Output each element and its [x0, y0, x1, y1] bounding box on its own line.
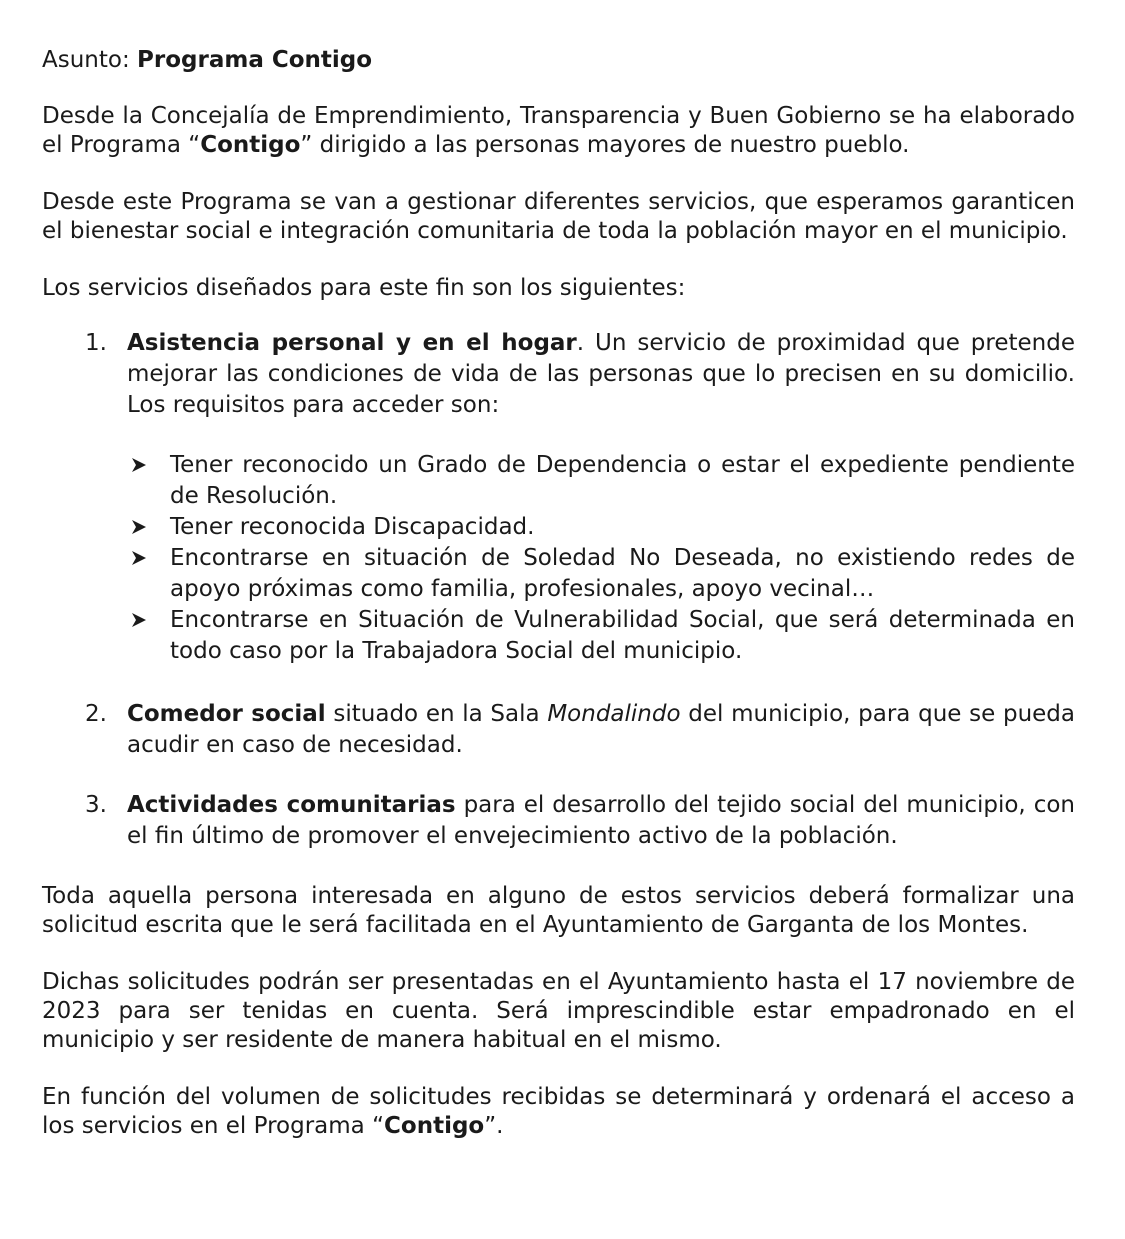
- requirement-item: [127, 450, 1075, 512]
- requirement-item: [127, 605, 1075, 667]
- outro-paragraph-2: Dichas solicitudes podrán ser presentadas en el Ayuntamiento hasta el 17 noviembre de 2023 para ser tenidas en cuenta. Será imprescindible estar empadronado en el municipio y ser residente de manera habitual en el mismo.: [42, 969, 1075, 1053]
- services-lead-paragraph: Los servicios diseñados para este fin son los siguientes:: [42, 275, 686, 301]
- service-description-end: del municipio, para que se pueda acudir en caso de necesidad.: [127, 701, 1075, 758]
- service-description-start: situado en la Sala: [325, 701, 548, 727]
- service-item-3: [42, 790, 1075, 852]
- venue-name: Mondalindo: [547, 701, 681, 727]
- requirement-item: [127, 512, 1075, 543]
- service-item-2: [42, 699, 1075, 761]
- service-number: 2.: [85, 701, 107, 727]
- intro-paragraph-2: Desde este Programa se van a gestionar diferentes servicios, que esperamos garanticen el bienestar social e integración comunitaria de toda la población mayor en el municipio.: [42, 189, 1075, 244]
- outro-p3-text-start: En función del volumen de solicitudes recibidas se determinará y ordenará el acceso a los servicios en el Programa “: [42, 1084, 1075, 1139]
- service-number: 1.: [85, 330, 107, 356]
- subject-label: Asunto:: [42, 47, 130, 73]
- program-name: Contigo: [200, 132, 301, 158]
- service-title: Asistencia personal y en el hogar: [127, 330, 577, 356]
- outro-p3-text-end: ”.: [484, 1113, 504, 1139]
- outro-paragraph-1: Toda aquella persona interesada en alguno de estos servicios deberá formalizar una solicitud escrita que le será facilitada en el Ayuntamiento de Garganta de los Montes.: [42, 883, 1075, 938]
- intro-paragraph-1: [42, 102, 1075, 160]
- service-description: . Un servicio de proximidad que pretende mejorar las condiciones de vida de las personas que lo precisen en su domicilio. Los requisitos para acceder son:: [127, 330, 1075, 418]
- requirements-list: [127, 450, 1075, 667]
- service-item-1: [42, 328, 1075, 667]
- arrowhead-bullet-icon: [131, 612, 147, 628]
- document-page: [42, 46, 1075, 1141]
- requirement-text: Tener reconocida Discapacidad.: [170, 514, 535, 540]
- services-list: [42, 328, 1075, 852]
- requirement-item: [127, 543, 1075, 605]
- program-name: Contigo: [384, 1113, 485, 1139]
- subject-line: [42, 46, 1075, 75]
- arrowhead-bullet-icon: [131, 550, 147, 566]
- intro-p1-text-start: Desde la Concejalía de Emprendimiento, Transparencia y Buen Gobierno se ha elaborado el Programa “: [42, 103, 1075, 158]
- intro-p1-text-end: ” dirigido a las personas mayores de nuestro pueblo.: [300, 132, 910, 158]
- arrowhead-bullet-icon: [131, 519, 147, 535]
- subject-title: Programa Contigo: [137, 47, 373, 73]
- service-description: para el desarrollo del tejido social del municipio, con el fin último de promover el envejecimiento activo de la población.: [127, 792, 1076, 849]
- requirement-text: Encontrarse en situación de Soledad No Deseada, no existiendo redes de apoyo próximas como familia, profesionales, apoyo vecinal…: [170, 545, 1075, 602]
- requirement-text: Tener reconocido un Grado de Dependencia o estar el expediente pendiente de Resolución.: [170, 452, 1075, 509]
- arrowhead-bullet-icon: [131, 457, 147, 473]
- outro-paragraph-3: [42, 1083, 1075, 1141]
- service-title: Comedor social: [127, 701, 326, 727]
- service-title: Actividades comunitarias: [127, 792, 456, 818]
- service-number: 3.: [85, 792, 107, 818]
- requirement-text: Encontrarse en Situación de Vulnerabilidad Social, que será determinada en todo caso por la Trabajadora Social del municipio.: [170, 607, 1075, 664]
